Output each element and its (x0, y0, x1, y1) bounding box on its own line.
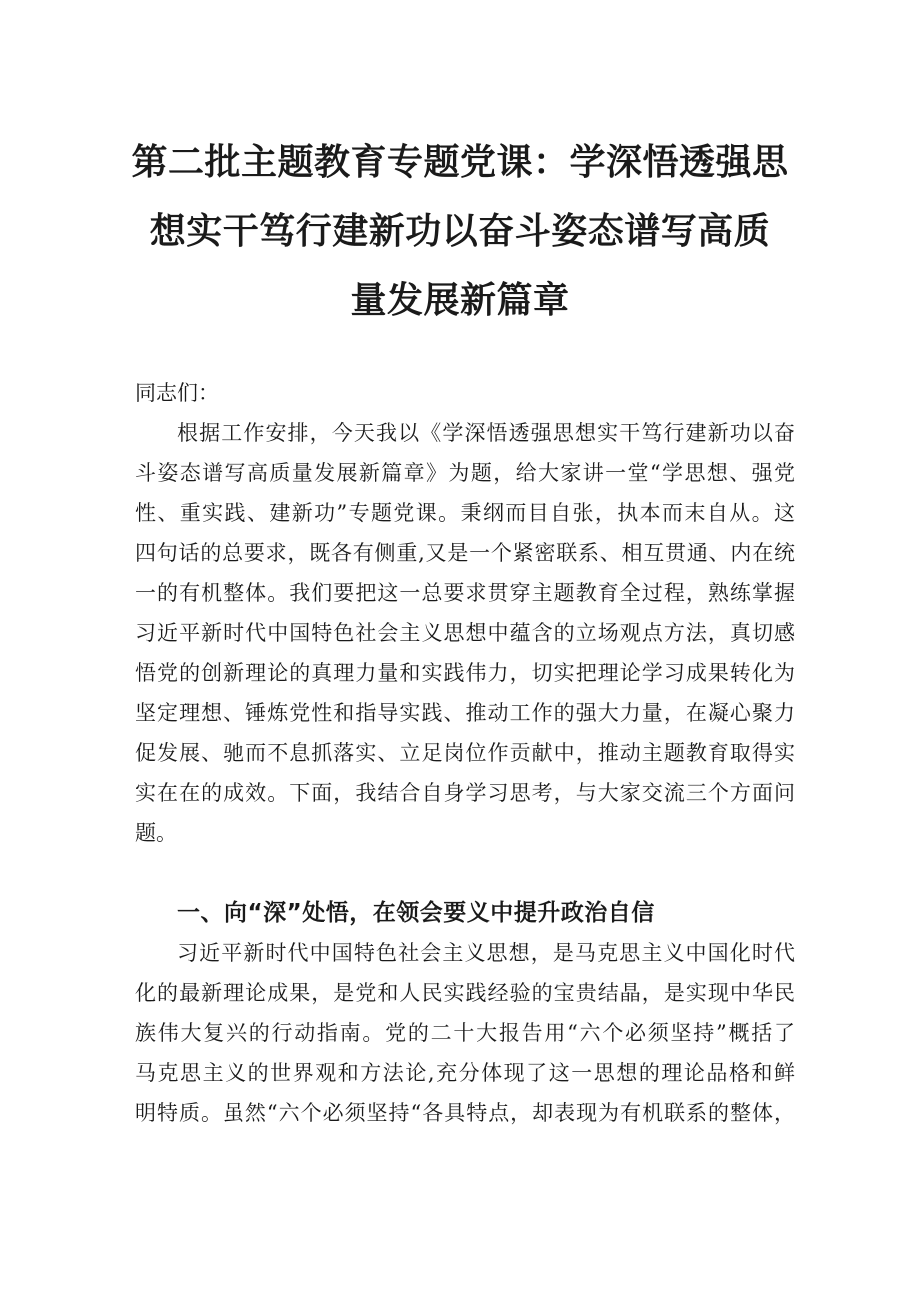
title-line: 量发展新篇章 (350, 280, 570, 321)
paragraph-line: 性、重实践、建新功”专题党课。秉纲而目自张，执本而末自从。这 (135, 501, 795, 525)
paragraph-line: 习近平新时代中国特色社会主义思想中蕴含的立场观点方法，真切感 (135, 621, 795, 645)
paragraph-line: 题。 (135, 821, 177, 845)
section-one-paragraph (135, 933, 795, 1133)
paragraph-line: 促发展、驰而不息抓落实、立足岗位作贡献中，推动主题教育取得实 (135, 741, 795, 765)
section-heading: 一、向“深”处悟，在领会要义中提升政治自信 (177, 900, 655, 926)
paragraph-line: 一的有机整体。我们要把这一总要求贯穿主题教育全过程，熟练掌握 (135, 581, 795, 605)
paragraph-line: 明特质。虽然“六个必须坚持“各具特点，却表现为有机联系的整体， (135, 1101, 795, 1125)
paragraph-line: 化的最新理论成果，是党和人民实践经验的宝贵结晶，是实现中华民 (135, 981, 795, 1005)
salutation: 同志们： (135, 381, 219, 405)
document-title (120, 128, 800, 335)
paragraph-line: 族伟大复兴的行动指南。党的二十大报告用“六个必须坚持”概括了 (135, 1021, 795, 1045)
paragraph-line: 实在在的成效。下面，我结合自身学习思考，与大家交流三个方面问 (135, 781, 795, 805)
paragraph-line: 斗姿态谱写高质量发展新篇章》为题，给大家讲一堂“学思想、强党 (135, 461, 795, 485)
paragraph-line: 四句话的总要求，既各有侧重,又是一个紧密联系、相互贯通、内在统 (135, 541, 795, 565)
paragraph-line: 习近平新时代中国特色社会主义思想，是马克思主义中国化时代 (177, 941, 795, 965)
paragraph-line: 根据工作安排，今天我以《学深悟透强思想实干笃行建新功以奋 (177, 421, 795, 445)
paragraph-line: 悟党的创新理论的真理力量和实践伟力，切实把理论学习成果转化为 (135, 661, 795, 685)
title-line: 想实干笃行建新功以奋斗姿态谱写高质 (149, 211, 771, 252)
paragraph-line: 马克思主义的世界观和方法论,充分体现了这一思想的理论品格和鲜 (135, 1061, 795, 1085)
intro-paragraph (135, 413, 795, 853)
paragraph-line: 坚定理想、锤炼党性和指导实践、推动工作的强大力量，在凝心聚力 (135, 701, 795, 725)
title-line: 第二批主题教育专题党课：学深悟透强思 (131, 142, 789, 183)
